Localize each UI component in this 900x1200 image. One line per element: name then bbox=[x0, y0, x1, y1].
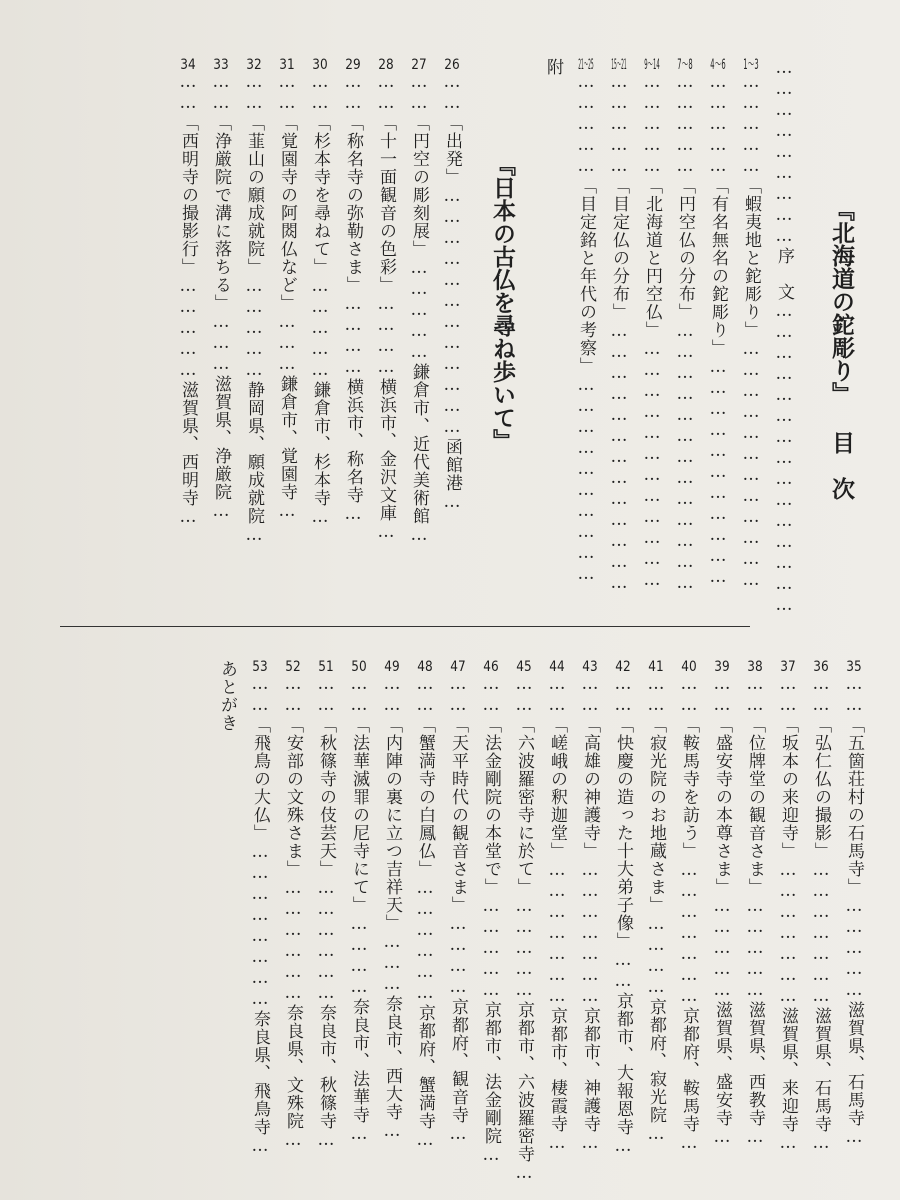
entry-text: ………………………序 文……………………………………… bbox=[774, 58, 794, 616]
toc-entry bbox=[705, 660, 738, 1184]
toc-entry bbox=[837, 660, 870, 1184]
entry-text: あとがき bbox=[217, 660, 237, 732]
entry-text: ……………「蝦夷地と鉈彫り」……………………………… bbox=[741, 72, 761, 591]
entry-number: 43 bbox=[582, 660, 598, 674]
entry-text: ……「位牌堂の観音さま」……………滋賀県、西教寺… bbox=[745, 674, 765, 1148]
entry-text: ……「弘仁仏の撮影」…………………滋賀県、石馬寺… bbox=[811, 674, 831, 1154]
entry-number: 42 bbox=[615, 660, 631, 674]
sub-entries bbox=[171, 58, 468, 546]
entry-number: 47 bbox=[450, 660, 466, 674]
toc-entry bbox=[369, 58, 402, 546]
entry-text: ……「円空の彫刻展」……………鎌倉市、近代美術館… bbox=[409, 72, 429, 546]
toc-entry bbox=[375, 660, 408, 1184]
entry-text: ……………「円空仏の分布」………………………………… bbox=[675, 72, 695, 594]
toc-entry bbox=[569, 58, 602, 616]
toc-entry bbox=[771, 660, 804, 1184]
entry-number: 51 bbox=[318, 660, 334, 674]
entry-text: ……「盛安寺の本尊さま」……………滋賀県、盛安寺… bbox=[712, 674, 732, 1148]
entry-text: ……「快慶の造った十大弟子像」……京都市、大報恩寺… bbox=[613, 674, 633, 1157]
entry-text: 附 bbox=[543, 58, 563, 76]
toc-entry bbox=[507, 660, 540, 1184]
entry-text: ……「六波羅密寺に於て」……………京都市、六波羅密寺… bbox=[514, 674, 534, 1184]
entry-number: 7〜8 bbox=[677, 58, 693, 72]
entry-number: 15〜21 bbox=[611, 58, 627, 72]
toc-entry bbox=[402, 58, 435, 546]
toc-bottom-half bbox=[60, 660, 870, 1184]
entry-number: 49 bbox=[384, 660, 400, 674]
entry-number: 34 bbox=[180, 58, 196, 72]
entry-text: ……「秋篠寺の伎芸天」………………奈良市、秋篠寺… bbox=[316, 674, 336, 1151]
toc-entry bbox=[237, 58, 270, 546]
entry-text: ……「寂光院のお地蔵さま」…………京都府、寂光院… bbox=[646, 674, 666, 1145]
toc-entry bbox=[270, 58, 303, 546]
entry-number: 9〜14 bbox=[644, 58, 660, 72]
toc-entry bbox=[342, 660, 375, 1184]
entry-number: 26 bbox=[444, 58, 460, 72]
entry-text: ……「杉本寺を尋ねて」……………鎌倉市、杉本寺… bbox=[310, 72, 330, 528]
entry-number: 32 bbox=[246, 58, 262, 72]
entry-number: 37 bbox=[780, 660, 796, 674]
toc-entry bbox=[204, 58, 237, 546]
toc-entry bbox=[734, 58, 767, 616]
entry-text: ……「出発」………………………………函館港… bbox=[442, 72, 462, 513]
entry-number: 35 bbox=[846, 660, 862, 674]
toc-entry bbox=[210, 660, 243, 1184]
entry-number: 4〜6 bbox=[710, 58, 726, 72]
entry-number: 21〜25 bbox=[578, 58, 594, 72]
toc-entry bbox=[540, 660, 573, 1184]
entry-text: ……………「目定銘と年代の考察」………………………… bbox=[576, 72, 596, 585]
entry-number: 45 bbox=[516, 660, 532, 674]
entry-text: ……「鞍馬寺を訪う」…………………京都府、鞍馬寺… bbox=[679, 674, 699, 1154]
entry-number: 40 bbox=[681, 660, 697, 674]
entry-number: 48 bbox=[417, 660, 433, 674]
entry-number: 50 bbox=[351, 660, 367, 674]
entry-text: ……「法金剛院の本堂で」……………京都市、法金剛院… bbox=[481, 674, 501, 1166]
toc-entry bbox=[408, 660, 441, 1184]
entry-text: ……「坂本の来迎寺」…………………滋賀県、来迎寺… bbox=[778, 674, 798, 1154]
entry-text: ……「浄厳院で溝に落ちる」………滋賀県、浄厳院… bbox=[211, 72, 231, 522]
entry-text: ……「内陣の裏に立つ吉祥天」………奈良市、西大寺… bbox=[382, 674, 402, 1142]
main-heading: 『北海道の鉈彫り』 目 次 bbox=[828, 198, 854, 500]
entry-number: 52 bbox=[285, 660, 301, 674]
bottom-entries bbox=[210, 660, 870, 1184]
entry-number: 27 bbox=[411, 58, 427, 72]
toc-entry bbox=[738, 660, 771, 1184]
toc-entry bbox=[701, 58, 734, 616]
entry-text: ……「嵯峨の釈迦堂」…………………京都市、棲霞寺… bbox=[547, 674, 567, 1154]
entry-text: ……「蟹満寺の白鳳仏」………………京都府、蟹満寺… bbox=[415, 674, 435, 1151]
toc-entry bbox=[639, 660, 672, 1184]
toc-entry bbox=[804, 660, 837, 1184]
toc-entry bbox=[668, 58, 701, 616]
main-entries bbox=[536, 58, 800, 616]
entry-text: ……「法華滅罪の尼寺にて」…………奈良市、法華寺… bbox=[349, 674, 369, 1145]
toc-entry bbox=[336, 58, 369, 546]
entry-text: ……「韮山の願成就院」……………静岡県、願成就院… bbox=[244, 72, 264, 546]
entry-number: 30 bbox=[312, 58, 328, 72]
toc-entry bbox=[243, 660, 276, 1184]
entry-text: ……「飛鳥の大仏」……………………奈良県、飛鳥寺… bbox=[250, 674, 270, 1157]
entry-text: ……「天平時代の観音さま」…………京都府、観音寺… bbox=[448, 674, 468, 1145]
entry-number: 53 bbox=[252, 660, 268, 674]
entry-text: ……「称名寺の弥勒さま」…………横浜市、称名寺… bbox=[343, 72, 363, 525]
sub-heading: 『日本の古仏を尋ね歩いて』 bbox=[489, 153, 515, 452]
entry-number: 39 bbox=[714, 660, 730, 674]
entry-text: ……「五箇荘村の石馬寺」……………滋賀県、石馬寺… bbox=[844, 674, 864, 1148]
divider-line bbox=[60, 626, 750, 627]
entry-text: ……「安部の文殊さま」………………奈良県、文殊院… bbox=[283, 674, 303, 1151]
toc-entry bbox=[606, 660, 639, 1184]
toc-entry bbox=[474, 660, 507, 1184]
entry-number: 44 bbox=[549, 660, 565, 674]
entry-number: 33 bbox=[213, 58, 229, 72]
toc-entry bbox=[672, 660, 705, 1184]
toc-entry bbox=[767, 58, 800, 616]
entry-text: ……「高雄の神護寺」…………………京都市、神護寺… bbox=[580, 674, 600, 1154]
entry-number: 1〜3 bbox=[743, 58, 759, 72]
entry-number: 46 bbox=[483, 660, 499, 674]
entry-number: 28 bbox=[378, 58, 394, 72]
toc-entry bbox=[536, 58, 569, 616]
entry-text: ……………「北海道と円空仏」……………………………… bbox=[642, 72, 662, 591]
entry-text: ……「西明寺の撮影行」……………滋賀県、西明寺… bbox=[178, 72, 198, 528]
entry-text: ……「十一面観音の色彩」…………横浜市、金沢文庫… bbox=[376, 72, 396, 543]
entry-text: ……………「有名無名の鉈彫り」…………………………… bbox=[708, 72, 728, 588]
entry-number: 31 bbox=[279, 58, 295, 72]
toc-entry bbox=[303, 58, 336, 546]
toc-entry bbox=[171, 58, 204, 546]
entry-text: ……………「目定仏の分布」………………………………… bbox=[609, 72, 629, 594]
toc-entry bbox=[276, 660, 309, 1184]
toc-top-half bbox=[60, 58, 870, 618]
entry-text: ……「覚園寺の阿閦仏など」………鎌倉市、覚園寺… bbox=[277, 72, 297, 522]
toc-entry bbox=[573, 660, 606, 1184]
entry-number: 38 bbox=[747, 660, 763, 674]
entry-number: 36 bbox=[813, 660, 829, 674]
toc-entry bbox=[309, 660, 342, 1184]
entry-number: 41 bbox=[648, 660, 664, 674]
toc-entry bbox=[635, 58, 668, 616]
toc-entry bbox=[435, 58, 468, 546]
toc-entry bbox=[602, 58, 635, 616]
entry-number: 29 bbox=[345, 58, 361, 72]
toc-entry bbox=[441, 660, 474, 1184]
